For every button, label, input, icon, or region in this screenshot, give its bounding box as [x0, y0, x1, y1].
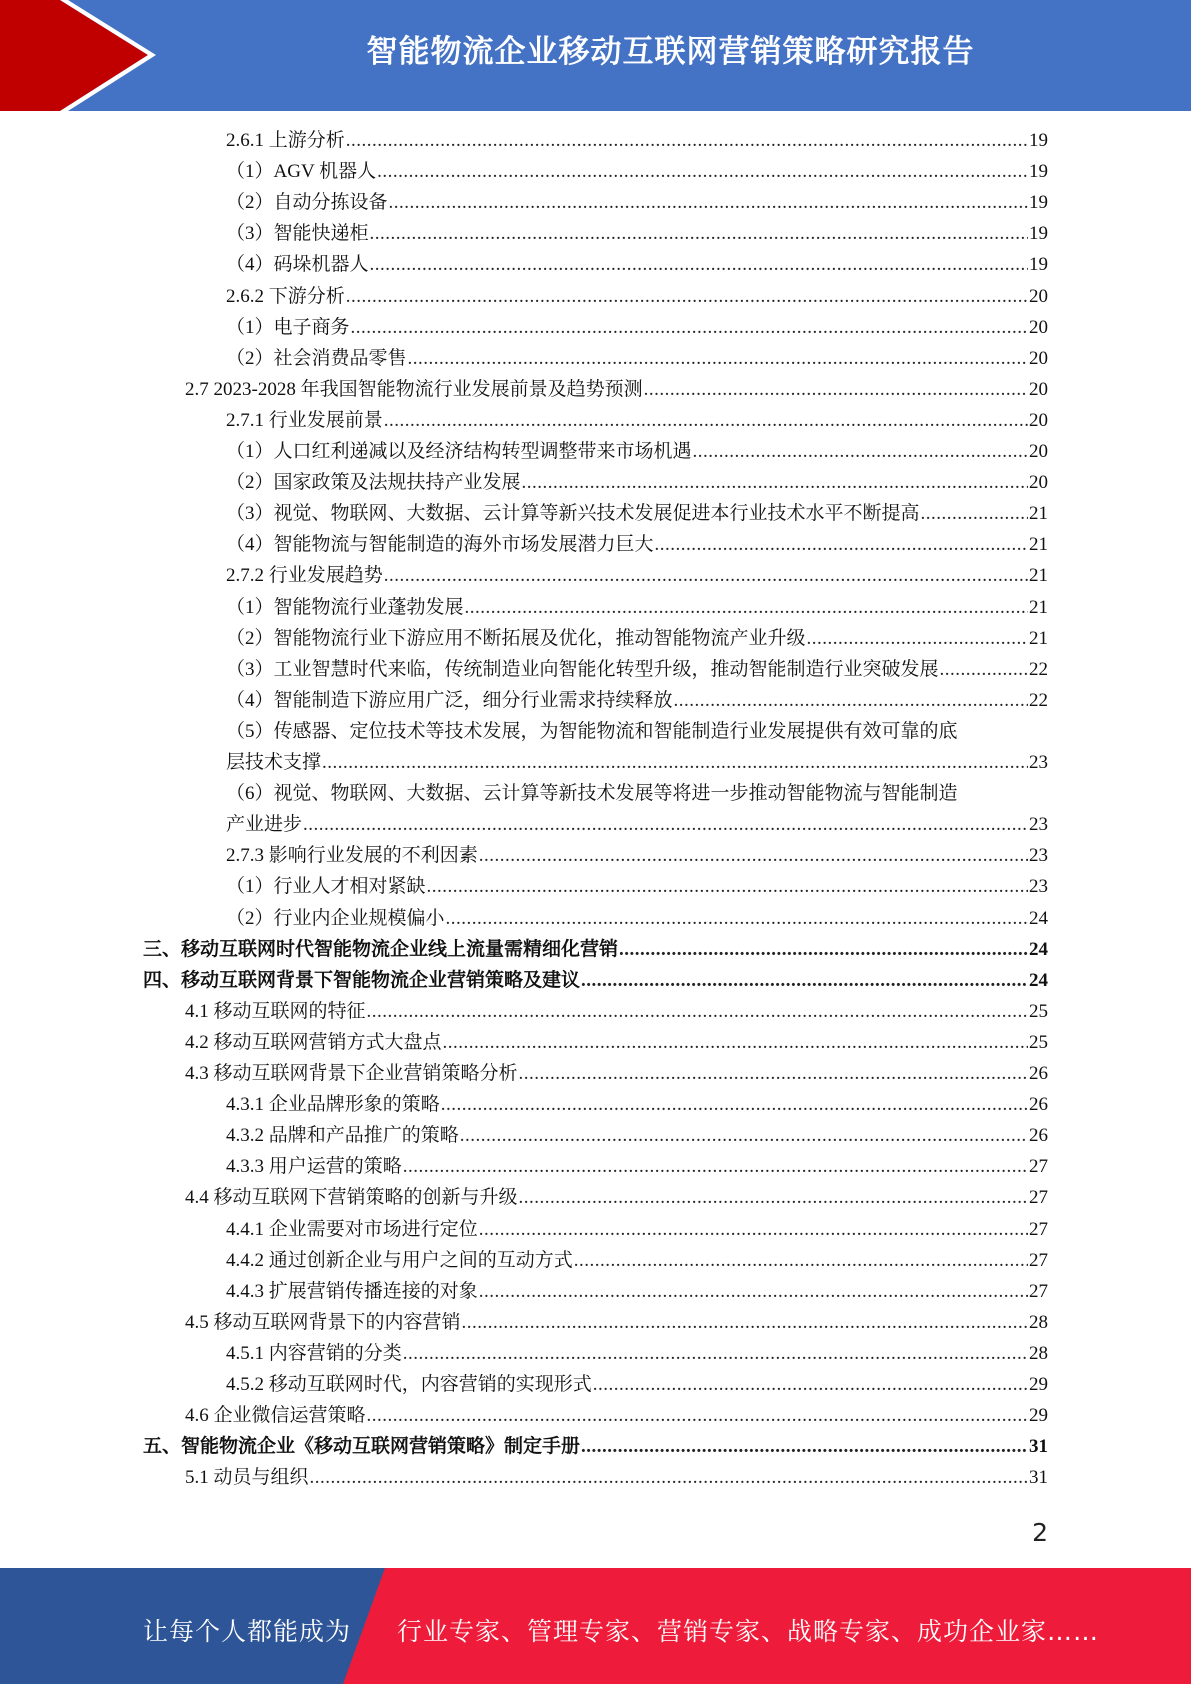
toc-dot-leader: [427, 871, 1028, 902]
toc-entry[interactable]: [185, 374, 1048, 405]
toc-dot-leader: [644, 374, 1028, 405]
toc-entry[interactable]: [226, 1369, 1048, 1400]
toc-entry-page: 19: [1029, 223, 1048, 244]
toc-entry-page: 23: [1029, 876, 1048, 897]
toc-dot-leader: [465, 592, 1028, 623]
toc-entry-title: （2）智能物流行业下游应用不断拓展及优化，推动智能物流产业升级: [226, 628, 806, 649]
toc-entry-title: （2）行业内企业规模偏小: [226, 908, 445, 929]
toc-entry[interactable]: [226, 405, 1048, 436]
toc-entry-page: 28: [1029, 1343, 1048, 1364]
toc-entry[interactable]: [226, 1245, 1048, 1276]
toc-dot-leader: [479, 1276, 1028, 1307]
toc-entry-title: 5.1 动员与组织: [185, 1467, 309, 1488]
toc-entry-page: 21: [1029, 597, 1048, 618]
toc-dot-leader: [581, 1431, 1028, 1462]
toc-entry[interactable]: [226, 249, 1048, 280]
toc-entry-title: 4.3.2 品牌和产品推广的策略: [226, 1125, 459, 1146]
toc-entry-page: 27: [1029, 1281, 1048, 1302]
toc-dot-leader: [367, 996, 1028, 1027]
toc-entry[interactable]: [185, 1027, 1048, 1058]
toc-entry-title: （1）智能物流行业蓬勃发展: [226, 597, 464, 618]
toc-entry-page: 20: [1029, 348, 1048, 369]
toc-entry[interactable]: [226, 685, 1048, 716]
toc-entry[interactable]: [185, 1462, 1048, 1493]
toc-entry[interactable]: [226, 312, 1048, 343]
toc-entry[interactable]: [226, 560, 1048, 591]
toc-entry-title: 4.4.3 扩展营销传播连接的对象: [226, 1281, 478, 1302]
toc-entry-page: 21: [1029, 534, 1048, 555]
toc-entry-title: 五、智能物流企业《移动互联网营销策略》制定手册: [143, 1436, 581, 1457]
toc-entry[interactable]: [226, 623, 1048, 654]
toc-entry[interactable]: [226, 1089, 1048, 1120]
toc-dot-leader: [403, 1338, 1028, 1369]
toc-entry-page: 24: [1029, 908, 1048, 929]
toc-entry[interactable]: [185, 1058, 1048, 1089]
toc-entry[interactable]: [226, 218, 1048, 249]
toc-dot-leader: [593, 1369, 1028, 1400]
toc-entry-page: 19: [1029, 130, 1048, 151]
toc-dot-leader: [522, 467, 1028, 498]
toc-dot-leader: [693, 436, 1028, 467]
toc-entry[interactable]: （6）视觉、物联网、大数据、云计算等新技术发展等将进一步推动智能物流与智能制造: [226, 783, 958, 804]
toc-entry-page: 29: [1029, 1405, 1048, 1426]
toc-dot-leader: [479, 1214, 1028, 1245]
toc-entry[interactable]: [143, 965, 1048, 996]
toc-entry[interactable]: [143, 934, 1048, 965]
toc-dot-leader: [408, 343, 1028, 374]
toc-entry-title: 产业进步: [226, 814, 303, 835]
toc-entry[interactable]: [226, 1120, 1048, 1151]
toc-entry[interactable]: [185, 1307, 1048, 1338]
toc-entry-title: 2.7.2 行业发展趋势: [226, 565, 383, 586]
toc-entry-page: 21: [1029, 565, 1048, 586]
toc-entry[interactable]: [226, 1214, 1048, 1245]
toc-dot-leader: [389, 187, 1028, 218]
toc-entry-page: 23: [1029, 845, 1048, 866]
toc-entry-page: 21: [1029, 503, 1048, 524]
toc-entry[interactable]: [226, 436, 1048, 467]
toc-entry[interactable]: [226, 654, 1048, 685]
toc-entry-page: 29: [1029, 1374, 1048, 1395]
toc-entry-title: （3）智能快递柜: [226, 223, 369, 244]
toc-entry-title: （2）自动分拣设备: [226, 192, 388, 213]
toc-entry-page: 23: [1029, 752, 1048, 773]
toc-entry-title: 4.3.3 用户运营的策略: [226, 1156, 402, 1177]
toc-entry-title: 2.7.3 影响行业发展的不利因素: [226, 845, 478, 866]
toc-entry[interactable]: [226, 1151, 1048, 1182]
toc-entry-page: 21: [1029, 628, 1048, 649]
toc-entry-title: 2.7 2023-2028 年我国智能物流行业发展前景及趋势预测: [185, 379, 643, 400]
toc-entry-title: （4）码垛机器人: [226, 254, 369, 275]
toc-entry-page: 25: [1029, 1032, 1048, 1053]
toc-dot-leader: [674, 685, 1028, 716]
toc-entry-page: 20: [1029, 379, 1048, 400]
toc-dot-leader: [807, 623, 1028, 654]
toc-entry-title: 层技术支撑: [226, 752, 322, 773]
toc-entry[interactable]: [226, 871, 1048, 902]
toc-entry-page: 20: [1029, 286, 1048, 307]
header-title: 智能物流企业移动互联网营销策略研究报告: [366, 34, 975, 70]
toc-entry-title: （4）智能制造下游应用广泛，细分行业需求持续释放: [226, 690, 673, 711]
toc-entry-title: 4.5.1 内容营销的分类: [226, 1343, 402, 1364]
toc-entry[interactable]: [226, 840, 1048, 871]
toc-entry[interactable]: [185, 996, 1048, 1027]
toc-dot-leader: [377, 156, 1028, 187]
toc-entry-page: 20: [1029, 410, 1048, 431]
toc-entry[interactable]: [226, 1338, 1048, 1369]
toc-entry-page: 19: [1029, 254, 1048, 275]
toc-entry[interactable]: [226, 1276, 1048, 1307]
toc-dot-leader: [519, 1182, 1028, 1213]
toc-entry-page: 27: [1029, 1219, 1048, 1240]
header-chevron-decoration: [0, 0, 160, 111]
toc-entry[interactable]: [143, 1431, 1048, 1462]
toc-dot-leader: [322, 747, 1028, 778]
toc-entry[interactable]: [226, 156, 1048, 187]
toc-dot-leader: [403, 1151, 1028, 1182]
toc-dot-leader: [921, 498, 1028, 529]
toc-entry[interactable]: [226, 498, 1048, 529]
toc-dot-leader: [310, 1462, 1028, 1493]
toc-dot-leader: [519, 1058, 1028, 1089]
toc-dot-leader: [443, 1027, 1028, 1058]
toc-dot-leader: [367, 1400, 1028, 1431]
toc-entry-title: 2.6.1 上游分析: [226, 130, 345, 151]
toc-dot-leader: [940, 654, 1028, 685]
toc-entry-title: （1）人口红利递减以及经济结构转型调整带来市场机遇: [226, 441, 692, 462]
toc-entry[interactable]: [226, 592, 1048, 623]
toc-entry[interactable]: [226, 187, 1048, 218]
toc-entry-title: （1）电子商务: [226, 317, 350, 338]
page-number: 2: [1032, 1518, 1048, 1547]
toc-entry-title: （1）AGV 机器人: [226, 161, 377, 182]
toc-entry-page: 22: [1029, 690, 1048, 711]
page-footer: [0, 1568, 1191, 1684]
toc-entry-title: （2）社会消费品零售: [226, 348, 407, 369]
toc-dot-leader: [619, 934, 1028, 965]
toc-entry-page: 22: [1029, 659, 1048, 680]
toc-dot-leader: [351, 312, 1028, 343]
toc-entry-page: 26: [1029, 1125, 1048, 1146]
toc-entry[interactable]: [226, 281, 1048, 312]
toc-entry-page: 31: [1029, 1467, 1048, 1488]
toc-entry-page: 23: [1029, 814, 1048, 835]
toc-entry-page: 27: [1029, 1250, 1048, 1271]
toc-entry[interactable]: [226, 467, 1048, 498]
toc-entry-page: 25: [1029, 1001, 1048, 1022]
toc-entry-page: 19: [1029, 192, 1048, 213]
toc-entry[interactable]: [226, 125, 1048, 156]
toc-entry-page: 20: [1029, 317, 1048, 338]
toc-entry-page: 19: [1029, 161, 1048, 182]
toc-entry-page: 24: [1029, 970, 1048, 991]
toc-dot-leader: [346, 281, 1028, 312]
page-header: [0, 0, 1191, 111]
toc-entry-title: 4.4.2 通过创新企业与用户之间的互动方式: [226, 1250, 573, 1271]
toc-entry-page: 26: [1029, 1094, 1048, 1115]
toc-entry-title: 4.3 移动互联网背景下企业营销策略分析: [185, 1063, 518, 1084]
toc-entry[interactable]: （5）传感器、定位技术等技术发展，为智能物流和智能制造行业发展提供有效可靠的底: [226, 721, 958, 742]
toc-dot-leader: [384, 560, 1028, 591]
toc-entry-title: 四、移动互联网背景下智能物流企业营销策略及建议: [143, 970, 581, 991]
toc-entry[interactable]: [226, 747, 1048, 778]
toc-entry-page: 31: [1029, 1436, 1048, 1457]
toc-dot-leader: [370, 249, 1028, 280]
toc-dot-leader: [303, 809, 1028, 840]
toc-dot-leader: [441, 1089, 1028, 1120]
toc-entry[interactable]: [226, 529, 1048, 560]
toc-entry-title: （4）智能物流与智能制造的海外市场发展潜力巨大: [226, 534, 654, 555]
toc-dot-leader: [370, 218, 1028, 249]
toc-entry[interactable]: [226, 809, 1048, 840]
toc-entry-title: 2.6.2 下游分析: [226, 286, 345, 307]
toc-entry-title: 2.7.1 行业发展前景: [226, 410, 383, 431]
toc-entry-page: 20: [1029, 472, 1048, 493]
toc-entry-title: 4.2 移动互联网营销方式大盘点: [185, 1032, 442, 1053]
toc-entry[interactable]: [185, 1400, 1048, 1431]
toc-entry-title: 4.5.2 移动互联网时代，内容营销的实现形式: [226, 1374, 592, 1395]
toc-dot-leader: [446, 903, 1028, 934]
toc-entry-page: 27: [1029, 1187, 1048, 1208]
toc-dot-leader: [462, 1307, 1028, 1338]
toc-entry-title: （2）国家政策及法规扶持产业发展: [226, 472, 521, 493]
toc-entry-title: 4.3.1 企业品牌形象的策略: [226, 1094, 440, 1115]
toc-entry-title: （3）视觉、物联网、大数据、云计算等新兴技术发展促进本行业技术水平不断提高: [226, 503, 920, 524]
toc-entry[interactable]: [226, 343, 1048, 374]
toc-entry-title: 4.4.1 企业需要对市场进行定位: [226, 1219, 478, 1240]
toc-entry-title: 4.5 移动互联网背景下的内容营销: [185, 1312, 461, 1333]
toc-entry-title: 4.6 企业微信运营策略: [185, 1405, 366, 1426]
toc-dot-leader: [460, 1120, 1028, 1151]
toc-entry-page: 27: [1029, 1156, 1048, 1177]
toc-entry-title: （3）工业智慧时代来临，传统制造业向智能化转型升级，推动智能制造行业突破发展: [226, 659, 939, 680]
toc-dot-leader: [384, 405, 1028, 436]
toc-entry-title: （1）行业人才相对紧缺: [226, 876, 426, 897]
toc-entry[interactable]: [226, 903, 1048, 934]
toc-entry-title: 4.4 移动互联网下营销策略的创新与升级: [185, 1187, 518, 1208]
footer-slogan-left: 让每个人都能成为: [143, 1617, 352, 1646]
toc-dot-leader: [346, 125, 1028, 156]
toc-entry[interactable]: [185, 1182, 1048, 1213]
toc-entry-page: 20: [1029, 441, 1048, 462]
toc-dot-leader: [655, 529, 1028, 560]
toc-dot-leader: [574, 1245, 1028, 1276]
toc-entry-page: 28: [1029, 1312, 1048, 1333]
toc-entry-title: 三、移动互联网时代智能物流企业线上流量需精细化营销: [143, 939, 619, 960]
toc-entry-page: 24: [1029, 939, 1048, 960]
toc-dot-leader: [581, 965, 1028, 996]
footer-slogan-right: 行业专家、管理专家、营销专家、战略专家、成功企业家……: [397, 1617, 1100, 1646]
toc-entry-page: 26: [1029, 1063, 1048, 1084]
toc-entry-title: 4.1 移动互联网的特征: [185, 1001, 366, 1022]
toc-dot-leader: [479, 840, 1028, 871]
